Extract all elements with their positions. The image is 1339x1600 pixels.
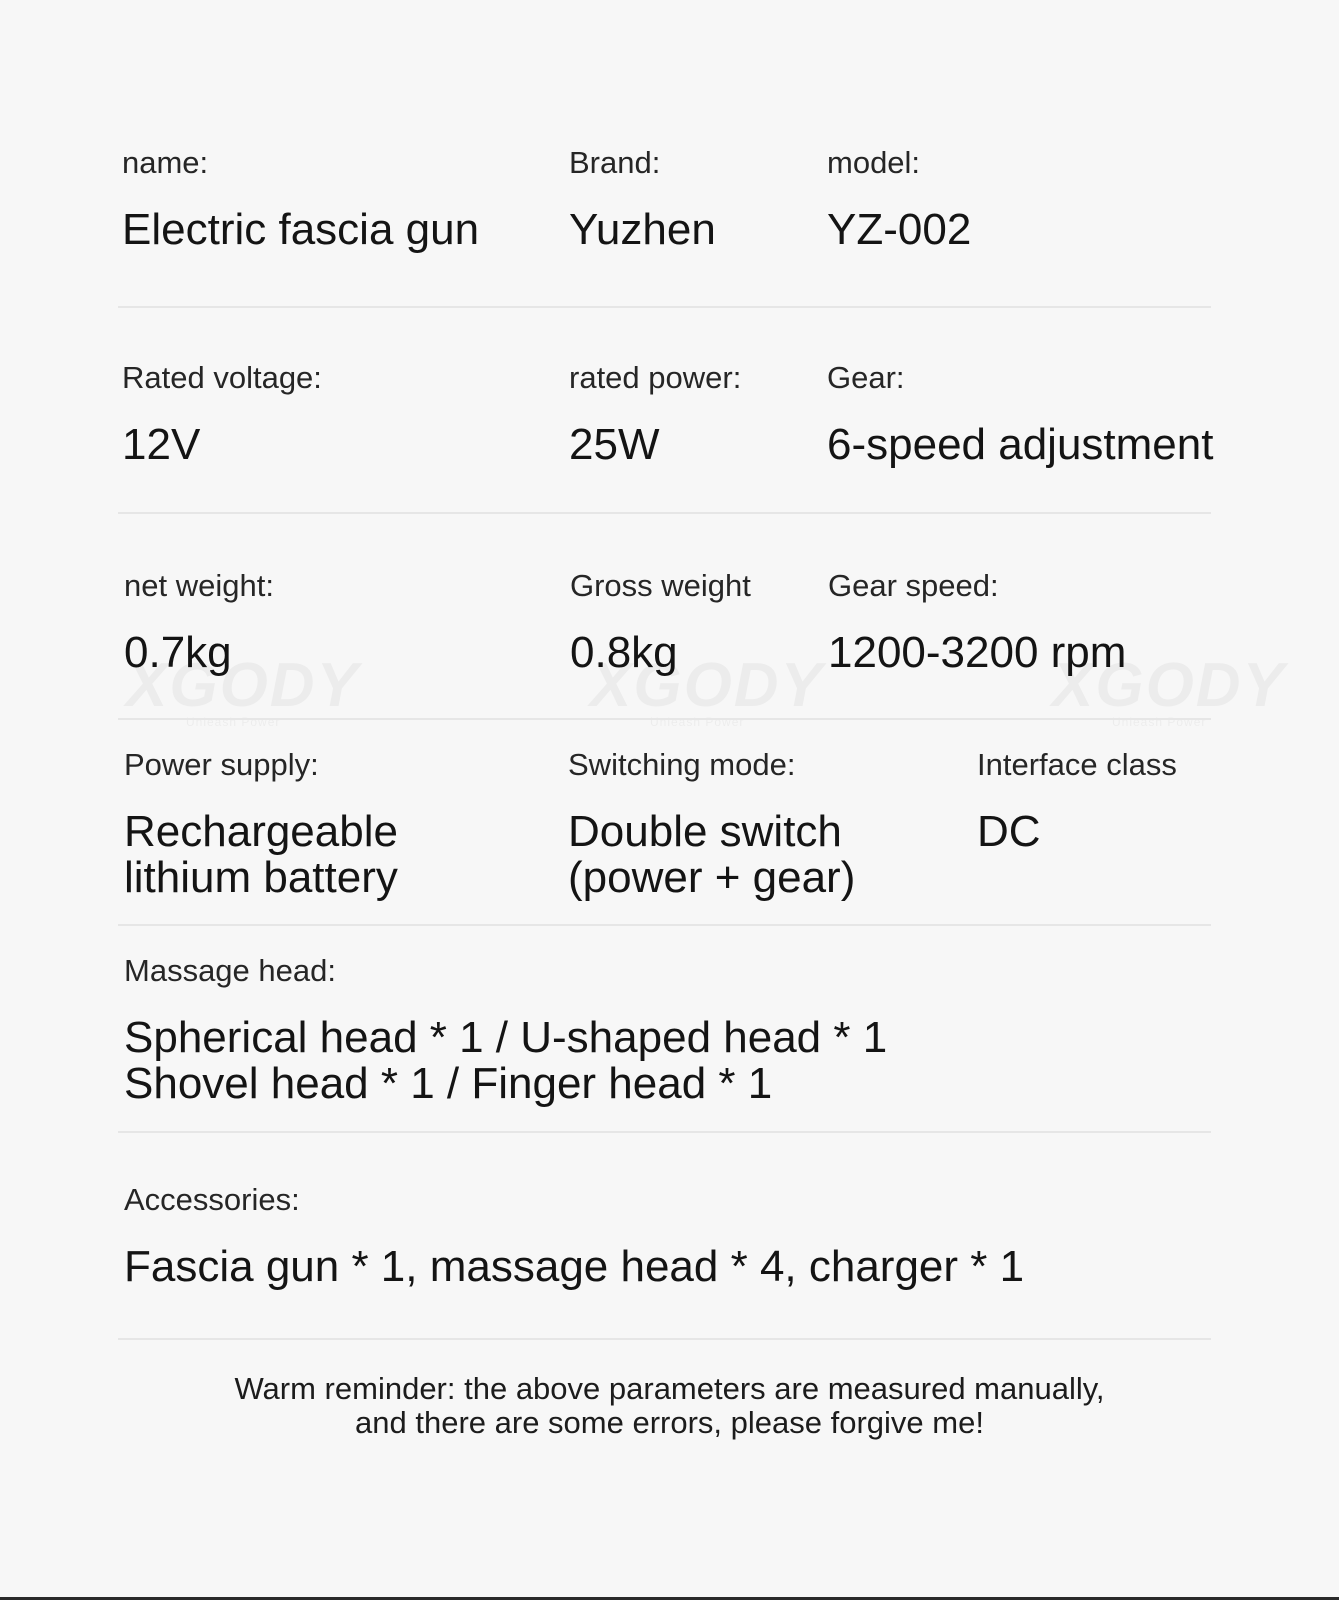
row-divider	[118, 1131, 1211, 1133]
spec-value	[122, 422, 322, 468]
spec-rated-power	[569, 360, 741, 468]
row-divider	[118, 924, 1211, 926]
spec-value	[124, 1244, 1024, 1290]
row-divider	[118, 1338, 1211, 1340]
spec-net-weight	[124, 568, 274, 676]
spec-value-line: (power + gear)	[568, 853, 856, 902]
spec-value	[122, 207, 479, 253]
spec-value-line: YZ-002	[827, 205, 972, 254]
spec-value-line: Spherical head * 1 / U-shaped head * 1	[124, 1013, 888, 1062]
spec-value-line: 25W	[569, 420, 660, 469]
spec-name	[122, 145, 479, 253]
spec-label: Power supply:	[124, 747, 319, 782]
spec-value	[124, 1015, 887, 1107]
spec-value	[124, 809, 398, 901]
spec-value-line: DC	[977, 807, 1041, 856]
spec-value	[569, 207, 716, 253]
spec-label: Massage head:	[124, 953, 336, 988]
row-divider	[118, 306, 1211, 308]
spec-value	[569, 422, 741, 468]
spec-power-supply	[124, 747, 398, 901]
spec-value	[828, 630, 1126, 676]
spec-value-line: Shovel head * 1 / Finger head * 1	[124, 1059, 773, 1108]
spec-value-line: Yuzhen	[569, 205, 716, 254]
spec-model	[827, 145, 971, 253]
spec-label: Switching mode:	[568, 747, 796, 782]
spec-value	[977, 809, 1177, 855]
reminder-line: Warm reminder: the above parameters are measured manually,	[234, 1371, 1105, 1406]
spec-value	[827, 422, 1213, 468]
spec-label: name:	[122, 145, 209, 180]
spec-gross-weight	[570, 568, 751, 676]
spec-value-line: Rechargeable	[124, 807, 398, 856]
spec-value	[570, 630, 751, 676]
spec-label: Accessories:	[124, 1182, 300, 1217]
spec-value	[827, 207, 971, 253]
spec-label: Rated voltage:	[122, 360, 322, 395]
row-divider	[118, 512, 1211, 514]
spec-brand	[569, 145, 716, 253]
spec-value-line: Double switch	[568, 807, 842, 856]
spec-accessories	[124, 1182, 1024, 1290]
spec-value-line: Fascia gun * 1, massage head * 4, charger * 1	[124, 1242, 1025, 1291]
spec-label: net weight:	[124, 568, 274, 603]
spec-label: rated power:	[569, 360, 742, 395]
spec-value-line: 1200-3200 rpm	[828, 628, 1127, 677]
spec-value-line: lithium battery	[124, 853, 398, 902]
spec-value-line: 6-speed adjustment	[827, 420, 1214, 469]
reminder-line: and there are some errors, please forgive me!	[355, 1405, 984, 1440]
spec-value-line: 0.8kg	[570, 628, 678, 677]
spec-massage-head	[124, 953, 887, 1107]
spec-label: Brand:	[569, 145, 661, 180]
warm-reminder	[0, 1372, 1339, 1440]
spec-label: Gear speed:	[828, 568, 999, 603]
spec-rated-voltage	[122, 360, 322, 468]
row-divider	[118, 718, 1211, 720]
spec-value-line: 0.7kg	[124, 628, 232, 677]
spec-label: model:	[827, 145, 921, 180]
spec-switching-mode	[568, 747, 855, 901]
spec-value-line: Electric fascia gun	[122, 205, 480, 254]
spec-interface-class	[977, 747, 1177, 855]
spec-value	[124, 630, 274, 676]
spec-gear-speed	[828, 568, 1126, 676]
spec-label: Gross weight	[570, 568, 751, 603]
spec-gear	[827, 360, 1213, 468]
spec-label: Gear:	[827, 360, 905, 395]
spec-value	[568, 809, 855, 901]
spec-label: Interface class	[977, 747, 1177, 782]
spec-value-line: 12V	[122, 420, 201, 469]
